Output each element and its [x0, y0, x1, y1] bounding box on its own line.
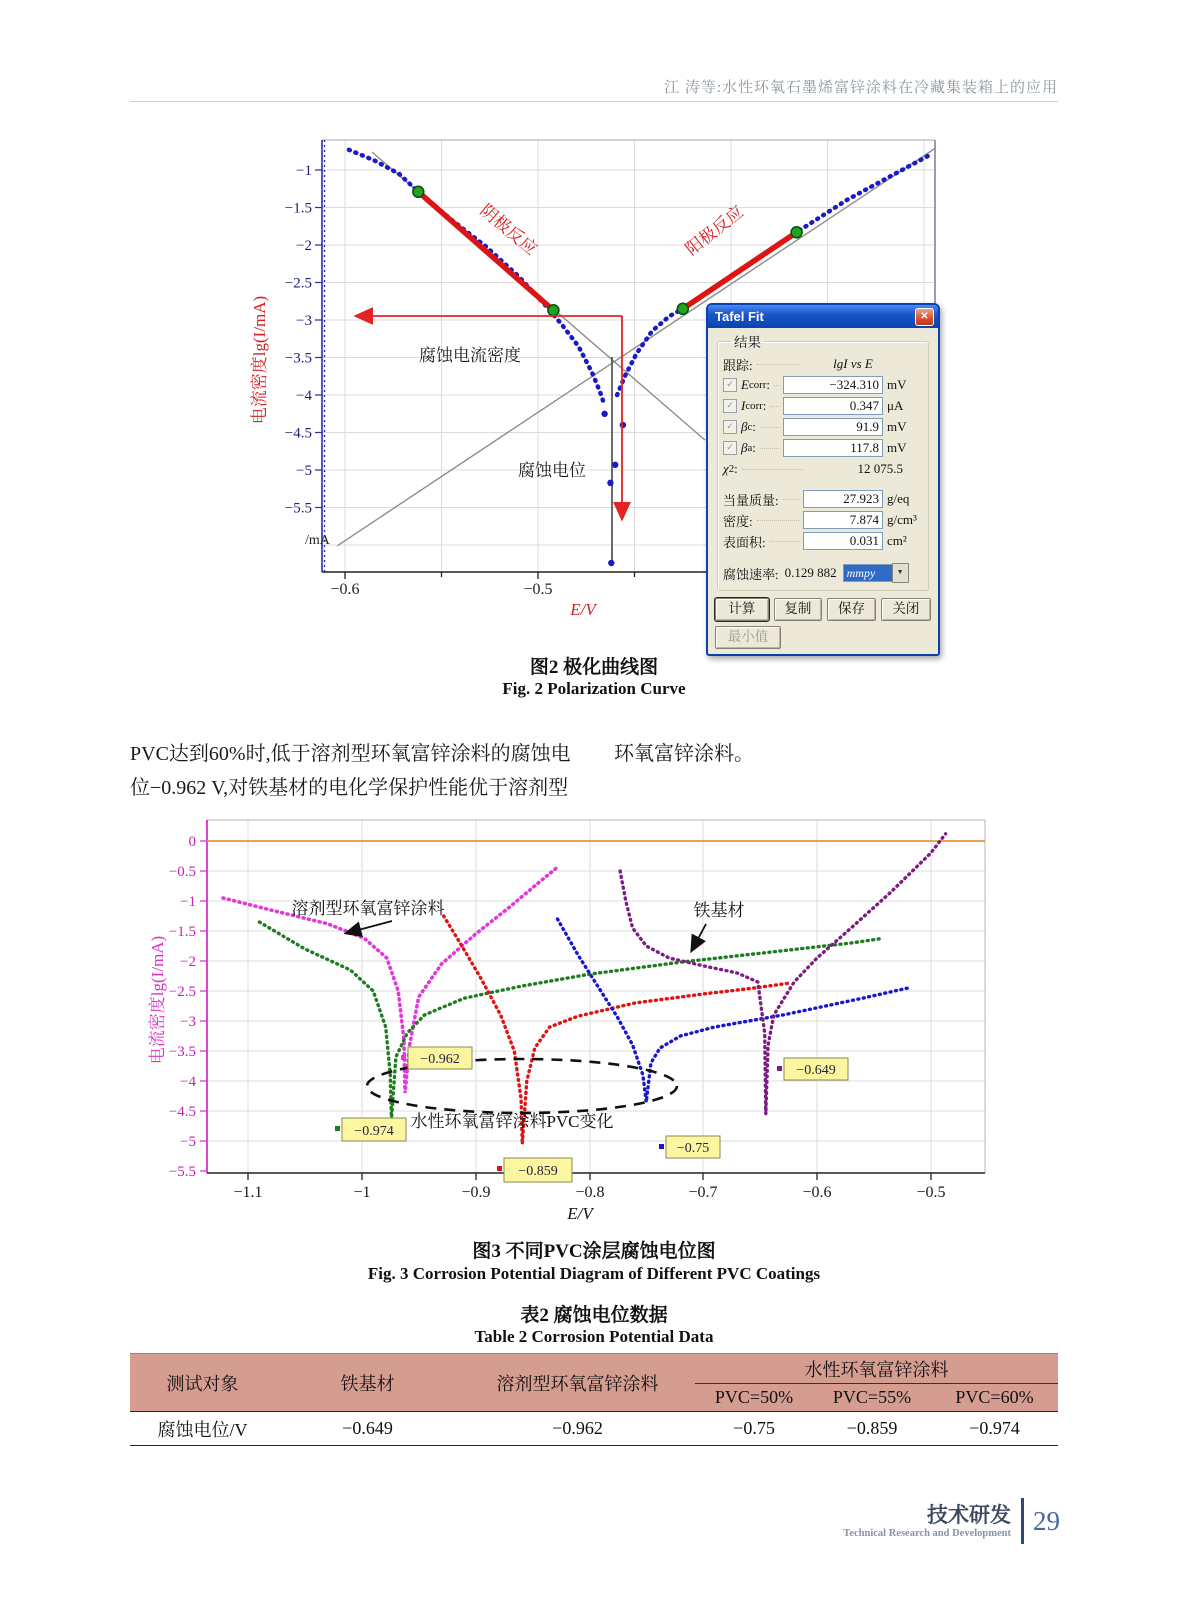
rate-unit-selected: mmpy	[843, 564, 892, 582]
save-button[interactable]: 保存	[827, 598, 876, 621]
fig2-y-axis-title: 电流密度lg(I/mA)	[250, 295, 269, 425]
fig3-caption-en: Fig. 3 Corrosion Potential Diagram of Different PVC Coatings	[367, 1264, 821, 1283]
checkbox-icon[interactable]: ✓	[723, 420, 737, 434]
svg-text:−0.6: −0.6	[802, 1184, 832, 1201]
betaa-value-field[interactable]: 117.8	[783, 439, 883, 457]
footer-section-cn: 技术研发	[927, 1503, 1011, 1527]
chi-symbol: χ	[723, 461, 729, 476]
fig2-y-tick-labels	[285, 163, 313, 517]
tafel-rate-row	[723, 563, 923, 583]
svg-text:−0.5: −0.5	[168, 864, 196, 880]
eqweight-value-field[interactable]: 27.923	[803, 490, 883, 508]
footer-section-en: Technical Research and Development	[843, 1527, 1011, 1539]
tafel-dialog-titlebar[interactable]	[708, 305, 938, 328]
field-unit: μA	[887, 398, 904, 413]
fig3-waterborne-label: 水性环氧富锌涂料PVC变化	[410, 1112, 614, 1131]
tafel-button-row	[715, 598, 931, 621]
copy-button[interactable]: 复制	[774, 598, 823, 621]
fig2-y-axis-tickmarks	[315, 170, 322, 508]
fig3-y-axis-title: 电流密度lg(I/mA)	[148, 935, 167, 1065]
fig2-x-axis-title: E/V	[570, 600, 596, 619]
area-label: 表面积:	[723, 534, 766, 550]
ecorr-value-field[interactable]: −324.310	[783, 376, 883, 394]
colon: :	[762, 398, 767, 413]
page-footer	[560, 1498, 1060, 1544]
marker-dot	[777, 1066, 782, 1071]
svg-text:−1.1: −1.1	[233, 1184, 263, 1201]
svg-text:−0.6: −0.6	[330, 581, 360, 598]
dotted-leader	[770, 405, 779, 407]
rate-value: 0.129 882	[784, 565, 837, 580]
col-header-pvc55: PVC=55%	[813, 1384, 931, 1412]
value-label: −0.962	[420, 1052, 460, 1067]
cell-value: −0.75	[695, 1412, 813, 1446]
field-unit: g/eq	[887, 491, 910, 506]
svg-text:−2: −2	[296, 238, 312, 254]
fig3-caption-cn: 图3 不同PVC涂层腐蚀电位图	[472, 1241, 716, 1262]
field-unit: mV	[887, 419, 907, 434]
density-label: 密度:	[723, 513, 753, 529]
betac-value-field[interactable]: 91.9	[783, 418, 883, 436]
field-symbol: E	[741, 377, 749, 392]
svg-text:−1: −1	[296, 163, 312, 179]
minimum-button[interactable]: 最小值	[715, 626, 781, 649]
close-icon[interactable]: ✕	[915, 308, 934, 326]
value-label: −0.75	[676, 1141, 710, 1156]
tafel-field-row-ecorr	[723, 375, 923, 395]
tafel-dialog-body	[708, 328, 938, 654]
colon: :	[752, 419, 756, 434]
marker-dot	[659, 1144, 664, 1149]
fig2-anodic-reaction-label: 阳极反应	[681, 202, 748, 260]
tafel-field-row-betaa	[723, 438, 923, 458]
chevron-down-icon[interactable]: ▼	[892, 563, 909, 583]
chi2-value: 12 075.5	[857, 461, 903, 476]
table2-title-cn: 表2 腐蚀电位数据	[520, 1305, 668, 1326]
dotted-leader	[760, 447, 779, 449]
svg-text:−3.5: −3.5	[284, 350, 312, 367]
checkbox-icon[interactable]: ✓	[723, 441, 737, 455]
row-label: 腐蚀电位/V	[130, 1412, 275, 1446]
svg-text:−4: −4	[180, 1074, 196, 1090]
colon: :	[752, 440, 756, 455]
table-row	[130, 1412, 1058, 1446]
value-label: −0.649	[796, 1063, 836, 1078]
calculate-button[interactable]: 计算	[715, 598, 769, 621]
col-header-pvc60: PVC=60%	[931, 1384, 1058, 1412]
field-unit: cm²	[887, 533, 907, 548]
field-unit: mV	[887, 377, 907, 392]
checkbox-icon[interactable]: ✓	[723, 399, 737, 413]
dotted-leader	[774, 384, 779, 386]
rate-unit-dropdown[interactable]	[843, 563, 909, 583]
tafel-results-group	[717, 331, 929, 591]
fig2-x-tick-labels	[330, 581, 552, 598]
field-symbol: I	[741, 398, 746, 413]
table2-title-en: Table 2 Corrosion Potential Data	[474, 1327, 714, 1346]
svg-text:−5.5: −5.5	[168, 1164, 196, 1180]
svg-text:−5: −5	[296, 463, 312, 479]
footer-divider	[1021, 1498, 1024, 1544]
col-header-solvent: 溶剂型环氧富锌涂料	[460, 1354, 695, 1412]
cell-value: −0.962	[460, 1412, 695, 1446]
tafel-area-row	[723, 531, 923, 551]
tafel-density-row	[723, 510, 923, 530]
icorr-value-field[interactable]: 0.347	[783, 397, 883, 415]
cell-value: −0.649	[275, 1412, 460, 1446]
colon: :	[766, 377, 771, 392]
tafel-fit-dialog	[706, 303, 940, 656]
svg-text:−1: −1	[353, 1184, 371, 1201]
svg-text:−3.5: −3.5	[168, 1044, 196, 1060]
field-symbol: β	[741, 440, 748, 455]
page-number: 29	[1033, 1505, 1060, 1536]
track-label: 跟踪:	[723, 357, 753, 373]
paragraph-line: PVC达到60%时,低于溶剂型环氧富锌涂料的腐蚀电	[130, 743, 571, 765]
fig2-ecorr-label: 腐蚀电位	[518, 461, 586, 480]
rate-label: 腐蚀速率:	[723, 566, 779, 582]
fig3-y-axis-tickmarks	[200, 841, 207, 1171]
cell-value: −0.974	[931, 1412, 1058, 1446]
svg-text:−1.5: −1.5	[168, 924, 196, 940]
svg-text:−1.5: −1.5	[284, 200, 312, 217]
dotted-leader	[783, 498, 799, 500]
table2	[130, 1353, 1058, 1446]
field-subscript: corr	[745, 400, 763, 412]
svg-text:−4: −4	[296, 388, 312, 404]
tafel-results-legend: 结果	[734, 335, 761, 350]
density-value-field[interactable]: 7.874	[803, 511, 883, 529]
svg-text:−0.8: −0.8	[575, 1184, 605, 1201]
svg-text:−1: −1	[180, 894, 196, 910]
eqweight-label: 当量质量:	[723, 492, 779, 508]
marker-dot	[401, 1055, 406, 1060]
running-header: 江 涛等:水性环氧石墨烯富锌涂料在冷藏集装箱上的应用	[664, 80, 1058, 96]
fig2-icorr-label: 腐蚀电流密度	[419, 346, 521, 365]
tafel-field-row-betac	[723, 417, 923, 437]
col-header-pvc50: PVC=50%	[695, 1384, 813, 1412]
svg-text:−4.5: −4.5	[168, 1104, 196, 1120]
value-label: −0.974	[354, 1124, 394, 1139]
svg-text:−0.5: −0.5	[523, 581, 553, 598]
tafel-field-row-icorr	[723, 396, 923, 416]
svg-text:−3: −3	[296, 313, 312, 329]
tafel-chi2-row	[723, 459, 923, 479]
value-label: −0.859	[518, 1164, 558, 1179]
dotted-leader	[742, 468, 804, 470]
chi-superscript: 2	[728, 463, 735, 475]
col-header-waterborne-group: 水性环氧富锌涂料	[695, 1354, 1058, 1384]
field-subscript: a	[747, 442, 753, 454]
fig3-corrosion-potential-chart	[140, 795, 1070, 1227]
fig3-y-tick-labels	[169, 834, 197, 1180]
fig2-cathodic-reaction-label: 阴极反应	[476, 200, 541, 259]
cell-value: −0.859	[813, 1412, 931, 1446]
col-header-iron: 铁基材	[275, 1354, 460, 1412]
field-unit: mV	[887, 440, 907, 455]
header-rule	[130, 101, 1058, 102]
close-button[interactable]: 关闭	[881, 598, 931, 621]
fig3-x-axis-title: E/V	[567, 1204, 593, 1223]
field-subscript: corr	[748, 379, 767, 391]
fig3-x-axis-tickmarks	[248, 1173, 931, 1180]
svg-text:−0.5: −0.5	[916, 1184, 946, 1201]
dotted-leader	[770, 540, 799, 542]
tafel-dialog-title: Tafel Fit	[715, 309, 764, 324]
marker-dot	[497, 1166, 502, 1171]
fig3-iron-label: 铁基材	[693, 901, 745, 920]
svg-text:−2.5: −2.5	[168, 984, 196, 1000]
svg-text:0: 0	[188, 834, 196, 850]
fig3-x-tick-labels	[233, 1184, 945, 1201]
track-value: lgI vs E	[833, 356, 873, 371]
area-value-field[interactable]: 0.031	[803, 532, 883, 550]
svg-text:−0.9: −0.9	[461, 1184, 491, 1201]
fig2-caption-en: Fig. 2 Polarization Curve	[502, 679, 686, 698]
dotted-leader	[757, 519, 799, 521]
marker-dot	[335, 1126, 340, 1131]
field-symbol: β	[741, 419, 748, 434]
dotted-leader	[760, 426, 779, 428]
field-unit: g/cm³	[887, 512, 917, 527]
tafel-eqweight-row	[723, 489, 923, 509]
svg-text:−0.7: −0.7	[688, 1184, 718, 1201]
body-paragraph-right: 环氧富锌涂料。	[614, 743, 754, 765]
svg-text:−5: −5	[180, 1134, 196, 1150]
paragraph-line: 位−0.962 V,对铁基材的电化学保护性能优于溶剂型	[130, 777, 569, 799]
tafel-track-row	[723, 354, 923, 374]
checkbox-icon[interactable]: ✓	[723, 378, 737, 392]
svg-text:−2.5: −2.5	[284, 275, 312, 292]
dotted-leader	[757, 363, 799, 365]
fig3-solvent-label: 溶剂型环氧富锌涂料	[291, 899, 445, 918]
field-subscript: c	[747, 421, 753, 433]
svg-text:−2: −2	[180, 954, 196, 970]
svg-text:−3: −3	[180, 1014, 196, 1030]
svg-text:−5.5: −5.5	[284, 500, 312, 517]
fig2-ma-unit-label: /mA	[305, 533, 330, 548]
svg-text:−4.5: −4.5	[284, 425, 312, 442]
fig2-caption-cn: 图2 极化曲线图	[529, 657, 659, 678]
colon: :	[734, 461, 738, 476]
col-header-object: 测试对象	[130, 1354, 275, 1412]
